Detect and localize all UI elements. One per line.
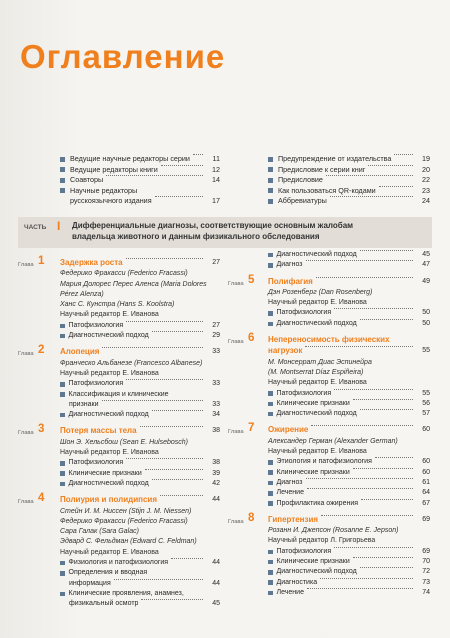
- section-entry-continuation[interactable]: информация 44: [69, 579, 220, 587]
- chapter-editor: Научный редактор Е. Иванова: [60, 311, 159, 319]
- section-entry[interactable]: Диагностический подход 45: [268, 250, 430, 260]
- chapter-number: 8: [248, 511, 255, 524]
- section-entry[interactable]: Клинические проявления, анамнез,: [60, 589, 220, 599]
- chapter-title-continuation[interactable]: нагрузок 55: [268, 346, 430, 356]
- bullet-square-icon: [268, 178, 273, 183]
- section-entry[interactable]: Диагностический подход 72: [268, 567, 430, 577]
- chapter-number: 1: [38, 255, 45, 267]
- section-entry[interactable]: Лечение 64: [268, 488, 430, 498]
- bullet-square-icon: [60, 392, 65, 397]
- toc-entry[interactable]: Соавторы 14: [60, 175, 220, 186]
- chapter-title-entry[interactable]: Алопеция 33: [60, 347, 220, 357]
- chapter-title-entry[interactable]: Задержка роста 27: [60, 258, 220, 267]
- chapter-title-entry[interactable]: Непереносимость физических: [268, 335, 390, 345]
- part-number: I: [57, 219, 61, 233]
- bullet-square-icon: [268, 550, 273, 555]
- bullet-square-icon: [60, 188, 65, 193]
- section-entry[interactable]: Диагностический подход 34: [60, 410, 220, 420]
- chapter-author: Федерико Фракасси (Federico Fracassi): [60, 270, 188, 278]
- chapter-author: Сара Галак (Sara Galac): [60, 528, 139, 536]
- chapter-6: [228, 332, 430, 419]
- bullet-square-icon: [268, 591, 273, 596]
- bullet-square-icon: [268, 560, 273, 565]
- bullet-square-icon: [60, 561, 65, 566]
- section-entry[interactable]: Диагностика 73: [268, 578, 430, 588]
- chapter-label: Глава: [18, 351, 34, 358]
- bullet-square-icon: [268, 199, 273, 204]
- part-title: Дифференциальные диагнозы, соответствующие основным жалобам владельца животного и данным физикального обследования: [72, 221, 354, 241]
- toc-entry-continuation[interactable]: русскоязычного издания 17: [70, 196, 220, 205]
- section-entry[interactable]: Диагностический подход 57: [268, 409, 430, 419]
- section-entry[interactable]: Патофизиология 69: [268, 547, 430, 557]
- bullet-square-icon: [268, 460, 273, 465]
- toc-entry[interactable]: Аббревиатуры 24: [268, 196, 430, 207]
- bullet-square-icon: [60, 571, 65, 576]
- chapter-editor: Научный редактор Е. Иванова: [268, 379, 367, 387]
- section-entry[interactable]: Клинические признаки 56: [268, 399, 430, 409]
- bullet-square-icon: [60, 334, 65, 339]
- toc-entry[interactable]: Предисловие 22: [268, 175, 430, 186]
- chapter-number: 2: [38, 344, 45, 357]
- chapter-1: [18, 255, 220, 341]
- section-entry[interactable]: Диагноз 61: [268, 478, 430, 488]
- bullet-square-icon: [268, 188, 273, 193]
- part-label: ЧАСТЬ: [24, 224, 47, 231]
- bullet-square-icon: [268, 580, 273, 585]
- bullet-square-icon: [60, 324, 65, 329]
- chapter-8: [228, 511, 430, 598]
- chapter-number: 5: [248, 273, 255, 286]
- bullet-square-icon: [268, 470, 273, 475]
- chapter-author: (M. Montserrat Díaz Espiñeira): [268, 368, 364, 376]
- toc-entry[interactable]: Как пользоваться QR-кодами 23: [268, 186, 430, 197]
- bullet-square-icon: [268, 412, 273, 417]
- chapter-label: Глава: [228, 429, 244, 436]
- bullet-square-icon: [268, 570, 273, 575]
- chapter-title-entry[interactable]: Ожирение 60: [268, 425, 430, 435]
- section-entry[interactable]: Диагностический подход 50: [268, 319, 430, 329]
- bullet-square-icon: [60, 461, 65, 466]
- chapter-author: Pérez Alenza): [60, 290, 104, 298]
- chapter-label: Глава: [228, 518, 244, 525]
- chapter-number: 7: [248, 422, 255, 435]
- chapter-editor: Научный редактор Е. Иванова: [60, 369, 159, 377]
- bullet-square-icon: [268, 501, 273, 506]
- bullet-square-icon: [60, 413, 65, 418]
- chapter-label: Глава: [228, 339, 244, 346]
- bullet-square-icon: [268, 491, 273, 496]
- chapter-number: 3: [38, 423, 45, 436]
- toc-entry[interactable]: Предупреждение от издательства 19: [268, 154, 430, 165]
- chapter-editor: Научный редактор Е. Иванова: [268, 448, 367, 456]
- chapter-title-entry[interactable]: Гипертензия 69: [268, 514, 430, 524]
- front-matter-left: [60, 154, 220, 207]
- section-entry[interactable]: Физиология и патофизиология 44: [60, 558, 220, 568]
- chapter-5: [228, 273, 430, 329]
- page-title: Оглавление: [20, 38, 226, 75]
- section-entry[interactable]: Патофизиология 50: [268, 308, 430, 318]
- chapter-number: 4: [38, 492, 45, 505]
- bullet-square-icon: [268, 481, 273, 486]
- section-entry-continuation[interactable]: признаки 33: [69, 400, 220, 408]
- chapter-title-entry[interactable]: Полифагия 49: [268, 276, 430, 286]
- bullet-square-icon: [60, 471, 65, 476]
- part-banner: [18, 217, 432, 248]
- chapter-label: Глава: [228, 280, 244, 287]
- section-entry[interactable]: Диагноз 47: [268, 260, 430, 270]
- section-entry[interactable]: Клинические признаки 70: [268, 557, 430, 567]
- section-entry[interactable]: Патофизиология 38: [60, 458, 220, 468]
- bullet-square-icon: [60, 482, 65, 487]
- chapters-left-column: [18, 255, 220, 610]
- section-entry[interactable]: Патофизиология 55: [268, 389, 430, 399]
- bullet-square-icon: [60, 382, 65, 387]
- chapter-label: Глава: [18, 430, 34, 437]
- chapter-title-entry[interactable]: Полиурия и полидипсия 44: [60, 495, 220, 505]
- chapter-7: [228, 422, 430, 508]
- chapter-author: Стейн И. М. Ниссен (Stijn J. M. Niessen): [60, 507, 192, 515]
- chapter-author: Розанн И. Джепсон (Rosanne E. Jepson): [268, 527, 399, 535]
- bullet-square-icon: [60, 178, 65, 183]
- chapter-author: Шон Э. Хельсбош (Sean E. Hulsebosch): [60, 438, 189, 446]
- section-entry[interactable]: Диагностический подход 29: [60, 331, 220, 341]
- bullet-square-icon: [268, 311, 273, 316]
- toc-entry[interactable]: Предисловие к серии книг 20: [268, 165, 430, 176]
- section-entry[interactable]: Патофизиология 27: [60, 321, 220, 331]
- chapter-author: Ханс С. Кунстра (Hans S. Koolstra): [60, 301, 175, 309]
- section-entry[interactable]: Патофизиология 33: [60, 379, 220, 389]
- chapter-editor: Научный редактор Е. Иванова: [268, 299, 367, 307]
- chapter-label: Глава: [18, 262, 34, 268]
- chapter-4: [18, 492, 220, 609]
- chapter-title-entry[interactable]: Потеря массы тела 38: [60, 426, 220, 436]
- section-entry[interactable]: Клинические признаки 60: [268, 468, 430, 478]
- bullet-square-icon: [268, 391, 273, 396]
- section-entry[interactable]: Определения и вводная: [60, 568, 220, 578]
- chapter-author: Эдвард С. Фельдман (Edward C. Feldman): [60, 538, 197, 546]
- toc-entry[interactable]: Ведущие научные редакторы серии 11: [60, 154, 220, 165]
- chapter-2: [18, 344, 220, 420]
- toc-entry[interactable]: Ведущие редакторы книги 12: [60, 165, 220, 176]
- bullet-square-icon: [268, 402, 273, 407]
- section-entry[interactable]: Этиология и патофизиология 60: [268, 457, 430, 467]
- section-entry[interactable]: Лечение 74: [268, 588, 430, 598]
- chapter-author: Франческо Альбанезе (Francesco Albanese): [60, 359, 203, 367]
- section-entry[interactable]: Классификация и клинические: [60, 390, 220, 400]
- chapters-right-column: [228, 250, 430, 598]
- chapter-author: Дэн Розенберг (Dan Rosenberg): [268, 288, 373, 296]
- chapter-editor: Научный редактор Е. Иванова: [60, 548, 159, 556]
- chapter-author: М. Монсеррат Диас Эспинейра: [268, 358, 372, 366]
- chapter-label: Глава: [18, 499, 34, 506]
- bullet-square-icon: [60, 592, 65, 597]
- bullet-square-icon: [268, 322, 273, 327]
- section-entry[interactable]: Профилактика ожирения 67: [268, 499, 430, 509]
- chapter-author: Мария Долорес Перес Аленса (Maria Dolores: [60, 280, 207, 288]
- bullet-square-icon: [268, 253, 273, 258]
- bullet-square-icon: [60, 167, 65, 172]
- section-entry[interactable]: Диагностический подход 42: [60, 479, 220, 489]
- bullet-square-icon: [268, 263, 273, 268]
- chapter-number: 6: [248, 332, 255, 345]
- bullet-square-icon: [60, 157, 65, 162]
- chapter-author: Александер Герман (Alexander German): [268, 437, 398, 445]
- chapter-author: Федерико Фракасси (Federico Fracassi): [60, 517, 188, 525]
- bullet-square-icon: [268, 157, 273, 162]
- bullet-square-icon: [268, 167, 273, 172]
- front-matter-right: [268, 154, 430, 207]
- section-entry[interactable]: Клинические признаки 39: [60, 469, 220, 479]
- chapter-3: [18, 423, 220, 489]
- toc-entry[interactable]: Научные редакторы: [60, 186, 220, 197]
- chapter-editor: Научный редактор Е. Иванова: [60, 449, 159, 457]
- chapter-editor: Научный редактор Л. Григорьева: [268, 537, 376, 545]
- section-entry-continuation[interactable]: физикальный осмотр 45: [69, 600, 220, 608]
